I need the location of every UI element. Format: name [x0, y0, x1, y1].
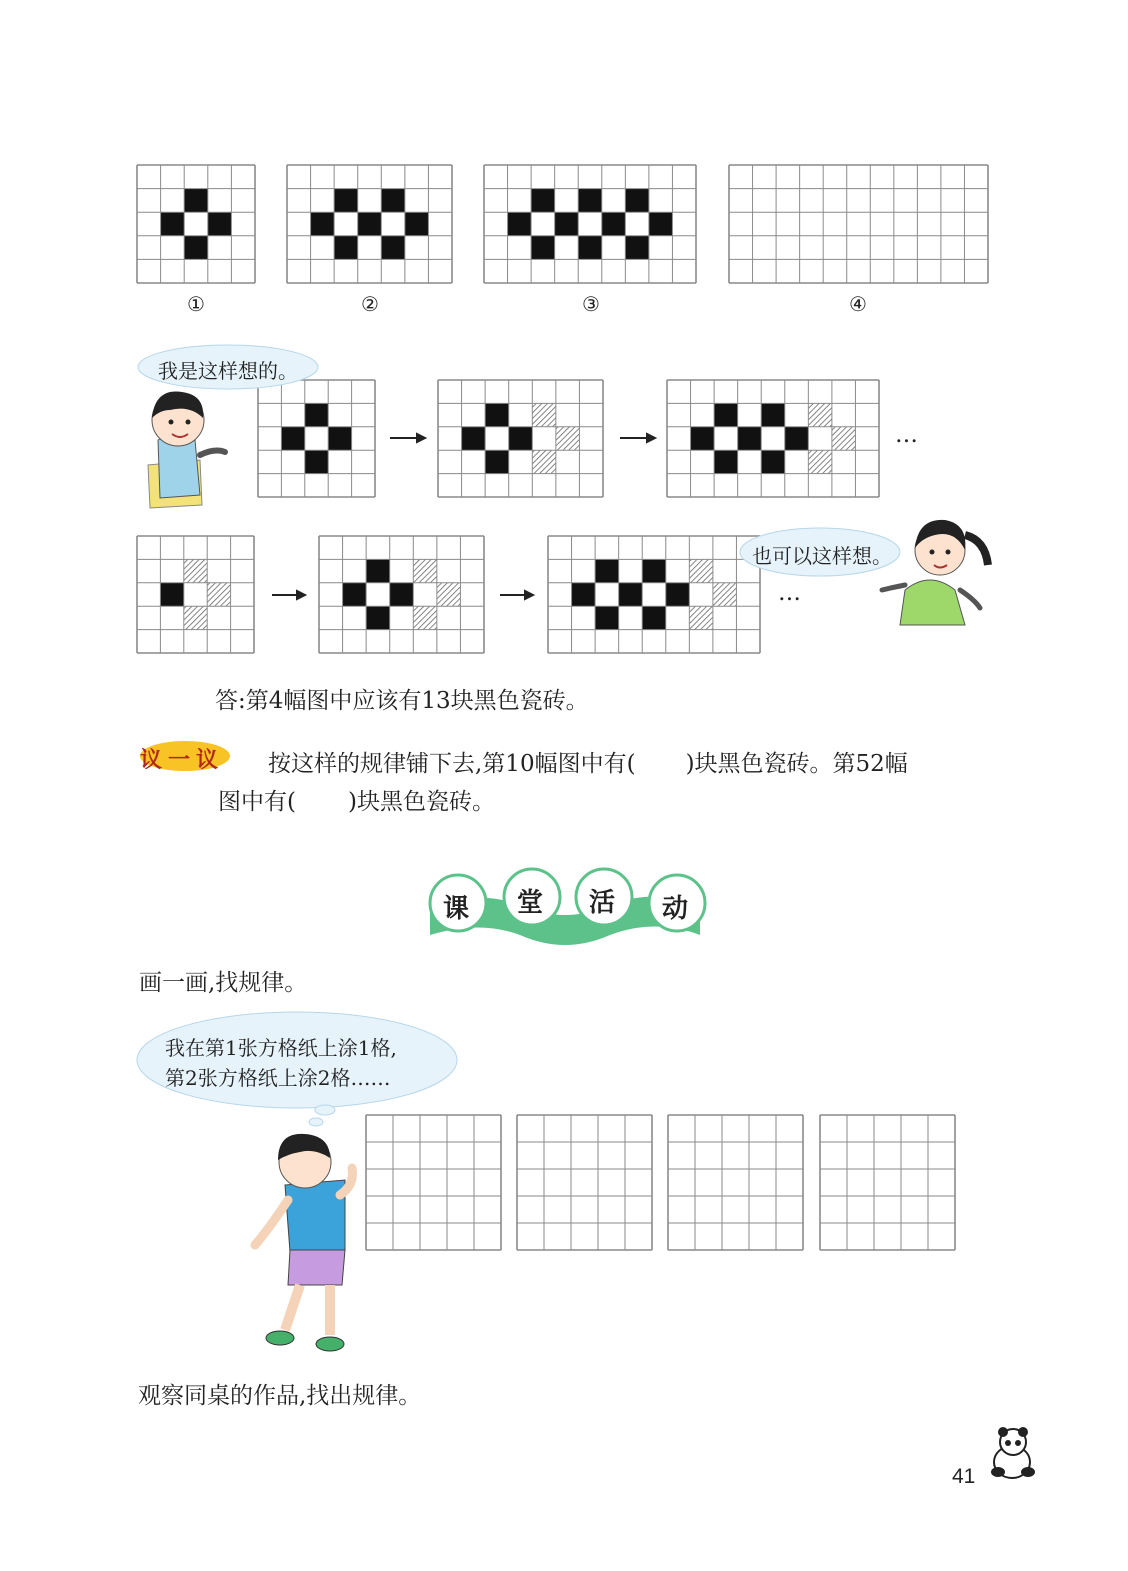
kid-bubble-line-1: 我在第1张方格纸上涂1格, — [165, 1036, 397, 1060]
black-tile — [572, 583, 596, 606]
black-tile — [160, 583, 183, 606]
grid-method1-step1 — [258, 380, 375, 497]
standing-boy-illustration — [255, 1134, 353, 1351]
hatched-tile — [689, 606, 713, 629]
grid-figure-3 — [484, 165, 696, 283]
kid-bubble-line-2: 第2张方格纸上涂2格…… — [165, 1066, 391, 1090]
discuss-badge-text: 议 一 议 — [140, 748, 219, 773]
black-tile — [714, 403, 738, 426]
black-tile — [619, 583, 643, 606]
hatched-tile — [808, 450, 832, 473]
black-tile — [305, 403, 328, 426]
grid-figure-2 — [287, 165, 452, 283]
bubble-shapes — [137, 345, 900, 1126]
black-tile — [334, 189, 358, 213]
black-tile — [405, 212, 429, 236]
hatched-tile — [832, 427, 856, 450]
black-tile — [184, 189, 208, 213]
black-tile — [691, 427, 715, 450]
black-tile — [666, 583, 690, 606]
grid-method2-step2 — [319, 536, 484, 653]
black-tile — [649, 212, 673, 236]
hatched-tile — [808, 403, 832, 426]
activity-title-2: 堂 — [517, 888, 544, 918]
discuss-line-1: 按这样的规律铺下去,第10幅图中有( )块黑色瓷砖。第52幅 — [268, 751, 908, 777]
hatched-tile — [689, 559, 713, 582]
black-tile — [381, 189, 405, 213]
activity-grid-2 — [517, 1115, 652, 1250]
hatched-tile — [532, 403, 556, 426]
black-tile — [208, 212, 232, 236]
black-tile — [328, 427, 351, 450]
panda-icon — [991, 1427, 1035, 1478]
black-tile — [531, 189, 555, 213]
answer-text: 答:第4幅图中应该有13块黑色瓷砖。 — [215, 688, 589, 714]
hatched-tile — [713, 583, 737, 606]
figure-label-1: ① — [187, 292, 205, 316]
grid-figure-4 — [729, 165, 988, 283]
black-tile — [462, 427, 486, 450]
black-tile — [642, 606, 666, 629]
hatched-tile — [207, 583, 230, 606]
black-tile — [595, 559, 619, 582]
black-tile — [595, 606, 619, 629]
black-tile — [281, 427, 304, 450]
black-tile — [509, 427, 533, 450]
black-tile — [343, 583, 367, 606]
activity-grid-1 — [366, 1115, 501, 1250]
figure-label-2: ② — [361, 292, 379, 316]
black-tile — [485, 403, 509, 426]
black-tile — [390, 583, 414, 606]
black-tile — [625, 189, 649, 213]
hatched-tile — [184, 606, 207, 629]
black-tile — [785, 427, 809, 450]
grid-figure-1 — [137, 165, 255, 283]
hatched-tile — [413, 559, 437, 582]
black-tile — [578, 236, 602, 260]
black-tile — [531, 236, 555, 260]
black-tile — [714, 450, 738, 473]
grid-method2-step1 — [137, 536, 254, 653]
black-tile — [508, 212, 532, 236]
black-tile — [602, 212, 626, 236]
ellipsis-2: … — [778, 580, 801, 606]
black-tile — [366, 606, 390, 629]
activity-title-1: 课 — [443, 894, 470, 924]
hatched-tile — [437, 583, 461, 606]
girl-illustration — [882, 520, 988, 625]
grid-method2-step3 — [548, 536, 760, 653]
black-tile — [625, 236, 649, 260]
black-tile — [761, 403, 785, 426]
black-tile — [334, 236, 358, 260]
black-tile — [738, 427, 762, 450]
activity-grid-3 — [668, 1115, 803, 1250]
black-tile — [184, 236, 208, 260]
discuss-line-2: 图中有( )块黑色瓷砖。 — [218, 789, 495, 815]
black-tile — [761, 450, 785, 473]
girl-bubble-text: 也可以这样想。 — [752, 544, 892, 568]
black-tile — [305, 450, 328, 473]
black-tile — [555, 212, 579, 236]
black-tile — [381, 236, 405, 260]
activity-title-4: 动 — [662, 894, 689, 924]
hatched-tile — [413, 606, 437, 629]
boy-bubble-text: 我是这样想的。 — [158, 359, 298, 383]
hatched-tile — [532, 450, 556, 473]
black-tile — [161, 212, 185, 236]
observe-text: 观察同桌的作品,找出规律。 — [138, 1383, 422, 1409]
black-tile — [642, 559, 666, 582]
hatched-tile — [184, 559, 207, 582]
activity-title-3: 活 — [589, 888, 616, 918]
ellipsis-1: … — [895, 422, 918, 448]
hatched-tile — [556, 427, 580, 450]
page-number: 41 — [952, 1465, 976, 1488]
black-tile — [358, 212, 382, 236]
instruction-text: 画一画,找规律。 — [139, 970, 308, 996]
black-tile — [578, 189, 602, 213]
activity-grid-4 — [820, 1115, 955, 1250]
black-tile — [311, 212, 335, 236]
figure-label-3: ③ — [582, 292, 600, 316]
grid-method1-step3 — [667, 380, 879, 497]
boy-illustration — [148, 392, 225, 508]
black-tile — [366, 559, 390, 582]
grid-method1-step2 — [438, 380, 603, 497]
black-tile — [485, 450, 509, 473]
figure-label-4: ④ — [849, 292, 867, 316]
